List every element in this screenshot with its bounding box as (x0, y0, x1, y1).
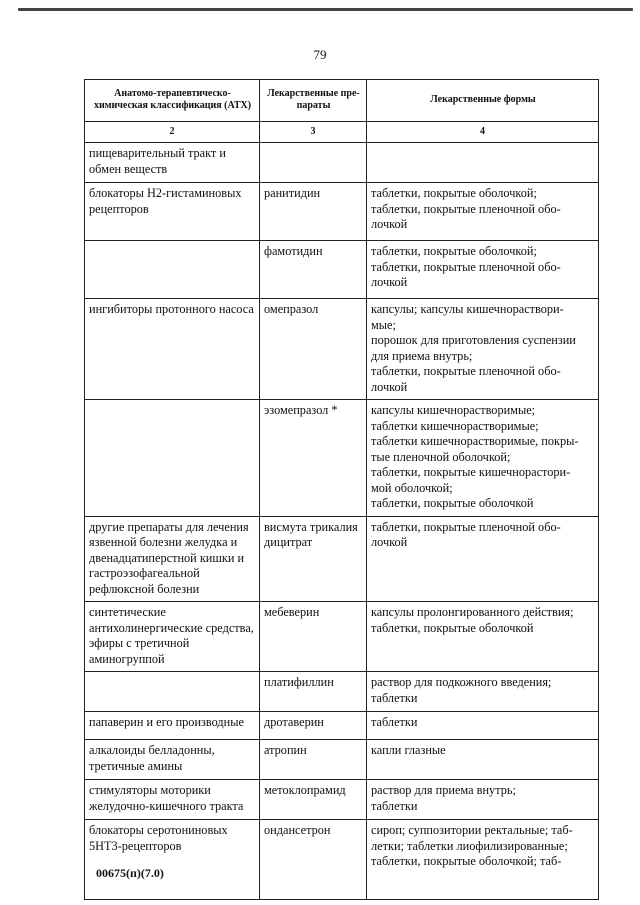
table-row (85, 602, 599, 672)
dosage-forms-cell (367, 780, 599, 820)
atx-classification-cell: блокаторы Н2-гистаминовых рецепторов (85, 183, 260, 241)
drug-name-cell: метоклопрамид (260, 780, 367, 820)
table-row (85, 820, 599, 900)
dosage-forms-cell (367, 400, 599, 517)
dosage-forms-cell (367, 602, 599, 672)
document-code: 00675(п)(7.0) (96, 866, 164, 880)
dosage-form-line: капсулы; капсулы кишечнораствори- (371, 302, 564, 316)
atx-classification-cell (85, 672, 260, 712)
atx-classification-cell: папаверин и его производные (85, 712, 260, 740)
dosage-form-line: таблетки, покрытые оболочкой; таб- (371, 854, 562, 868)
table-body (85, 143, 599, 900)
dosage-forms-cell (367, 241, 599, 299)
dosage-form-line: лочкой (371, 275, 408, 289)
dosage-form-line: капли глазные (371, 743, 446, 757)
drug-name-cell (260, 143, 367, 183)
dosage-form-line: порошок для приготовления суспензии (371, 333, 576, 347)
atx-classification-cell: синтетические антихолинергические средства, эфиры с третичной аминогруппой (85, 602, 260, 672)
header-drugs: Лекарственные пре-параты (260, 80, 367, 122)
dosage-forms-cell (367, 516, 599, 602)
dosage-form-line: таблетки, покрытые оболочкой; (371, 186, 537, 200)
dosage-form-line: таблетки, покрытые оболочкой (371, 496, 534, 510)
dosage-form-line: лочкой (371, 379, 408, 394)
dosage-form-line: лочкой (371, 217, 408, 231)
column-number-row (85, 122, 599, 143)
table-row (85, 299, 599, 400)
dosage-forms-cell (367, 143, 599, 183)
atx-classification-cell: стимуляторы моторики желудочно-кишечного тракта (85, 780, 260, 820)
drug-name-cell: омепразол (260, 299, 367, 400)
dosage-form-line: таблетки кишечнорастворимые, покры- (371, 434, 579, 448)
drug-name-cell: эзомепразол * (260, 400, 367, 517)
header-row (85, 80, 599, 122)
drug-name-cell: платифиллин (260, 672, 367, 712)
dosage-form-line: таблетки, покрытые кишечнорастори- (371, 465, 571, 479)
column-number: 4 (367, 122, 599, 143)
drug-name-cell: мебеверин (260, 602, 367, 672)
atx-classification-cell: блокаторы серотониновых 5НТ3-рецепторов (85, 820, 260, 900)
drug-name-cell: ранитидин (260, 183, 367, 241)
column-number: 3 (260, 122, 367, 143)
drug-name-cell: атропин (260, 740, 367, 780)
dosage-form-line: таблетки, покрытые пленочной обо- (371, 519, 561, 534)
table-row (85, 241, 599, 299)
atx-classification-cell: другие препараты для лечения язвенной болезни желудка и двенадцатиперстной кишки и гастроэзофагеальной рефлюксной болезни (85, 516, 260, 602)
dosage-form-line: для приема внутрь; (371, 348, 473, 363)
table-row (85, 672, 599, 712)
dosage-form-line: таблетки (371, 690, 418, 705)
table-row (85, 780, 599, 820)
atx-classification-cell (85, 400, 260, 517)
dosage-form-line: раствор для подкожного введения; (371, 675, 552, 689)
top-rule (18, 8, 633, 11)
dosage-form-line: капсулы пролонгированного действия; (371, 605, 574, 619)
dosage-form-line: мой оболочкой; (371, 480, 453, 495)
atx-classification-cell: алкалоиды белладонны, третичные амины (85, 740, 260, 780)
drug-name-cell: дротаверин (260, 712, 367, 740)
drug-name-cell: висмута трикалия дицитрат (260, 516, 367, 602)
header-atx: Анатомо-терапевтическо-химическая классификация (АТХ) (85, 80, 260, 122)
dosage-form-line: мые; (371, 317, 396, 332)
page-number: 79 (313, 47, 327, 62)
dosage-form-line: таблетки, покрытые пленочной обо- (371, 259, 561, 274)
table-row (85, 143, 599, 183)
table-row (85, 516, 599, 602)
dosage-form-line: летки; таблетки лиофилизированные; (371, 838, 568, 853)
column-number: 2 (85, 122, 260, 143)
drug-name-cell: фамотидин (260, 241, 367, 299)
drug-name-cell: ондансетрон (260, 820, 367, 900)
dosage-form-line: таблетки, покрытые пленочной обо- (371, 201, 561, 216)
dosage-form-line: таблетки кишечнорастворимые; (371, 418, 539, 433)
dosage-form-line: капсулы кишечнорастворимые; (371, 403, 536, 417)
dosage-form-line: таблетки, покрытые оболочкой (371, 620, 534, 635)
atx-classification-cell (85, 241, 260, 299)
dosage-form-line: таблетки, покрытые оболочкой; (371, 244, 537, 258)
header-forms: Лекарственные формы (367, 80, 599, 122)
dosage-forms-cell (367, 183, 599, 241)
dosage-form-line: таблетки (371, 798, 418, 813)
dosage-forms-cell (367, 712, 599, 740)
dosage-form-line: раствор для приема внутрь; (371, 783, 516, 797)
table-row (85, 712, 599, 740)
dosage-form-line: таблетки (371, 715, 418, 729)
atx-classification-cell: пищеварительный тракт и обмен веществ (85, 143, 260, 183)
atx-drug-table (84, 79, 599, 900)
dosage-form-line: сироп; суппозитории ректальные; таб- (371, 823, 573, 837)
dosage-forms-cell (367, 672, 599, 712)
dosage-form-line: таблетки, покрытые пленочной обо- (371, 364, 561, 378)
dosage-form-line: тые пленочной оболочкой; (371, 449, 511, 464)
table-row (85, 740, 599, 780)
table-row (85, 400, 599, 517)
table-row (85, 183, 599, 241)
dosage-forms-cell (367, 299, 599, 400)
dosage-forms-cell (367, 820, 599, 900)
dosage-forms-cell (367, 740, 599, 780)
atx-classification-cell: ингибиторы протонного насоса (85, 299, 260, 400)
dosage-form-line: лочкой (371, 535, 408, 549)
